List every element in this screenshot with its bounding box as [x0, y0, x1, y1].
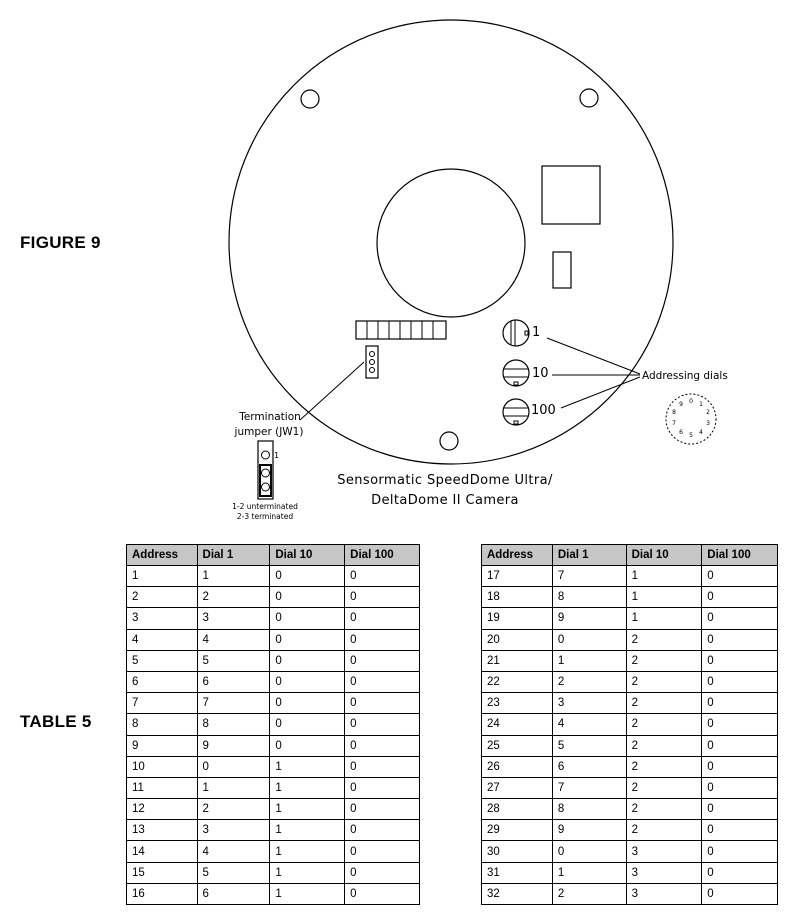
- cell-address: 2: [127, 587, 198, 608]
- cell-dial-100: 0: [702, 799, 778, 820]
- table-row: [482, 777, 778, 798]
- cell-dial-100: 0: [702, 566, 778, 587]
- cell-dial-10: 0: [270, 671, 345, 692]
- cell-dial-1: 3: [552, 693, 626, 714]
- header-address: Address: [127, 545, 198, 566]
- cell-dial-1: 2: [197, 587, 270, 608]
- table-row: [127, 671, 420, 692]
- cell-dial-1: 8: [552, 799, 626, 820]
- cell-dial-10: 1: [270, 862, 345, 883]
- cell-dial-100: 0: [702, 693, 778, 714]
- table-row: [127, 714, 420, 735]
- cell-dial-100: 0: [702, 777, 778, 798]
- svg-text:6: 6: [679, 429, 683, 436]
- address-table-left: [126, 544, 420, 905]
- cell-dial-10: 1: [270, 883, 345, 904]
- cell-dial-10: 0: [270, 735, 345, 756]
- cell-dial-10: 2: [626, 671, 702, 692]
- addressing-dial-detail: [666, 394, 716, 444]
- cell-dial-100: 0: [702, 735, 778, 756]
- cell-address: 29: [482, 820, 553, 841]
- table-row: [127, 650, 420, 671]
- cell-address: 21: [482, 650, 553, 671]
- cell-dial-100: 0: [702, 629, 778, 650]
- table-row: [127, 608, 420, 629]
- cell-dial-100: 0: [345, 883, 420, 904]
- enlarged-jumper: [258, 441, 273, 499]
- cell-address: 15: [127, 862, 198, 883]
- figure-caption-line2: DeltaDome II Camera: [371, 493, 519, 508]
- cell-address: 30: [482, 841, 553, 862]
- table-row: [482, 671, 778, 692]
- cell-dial-10: 2: [626, 820, 702, 841]
- dial-100-label: 100: [531, 403, 556, 418]
- header-dial-10: Dial 10: [626, 545, 702, 566]
- table-row: [482, 883, 778, 904]
- cell-dial-100: 0: [345, 629, 420, 650]
- cell-dial-100: 0: [345, 566, 420, 587]
- cell-dial-1: 7: [552, 566, 626, 587]
- cell-address: 26: [482, 756, 553, 777]
- cell-dial-10: 1: [626, 587, 702, 608]
- cell-dial-100: 0: [345, 735, 420, 756]
- cell-dial-1: 0: [197, 756, 270, 777]
- svg-text:9: 9: [679, 401, 683, 408]
- dial-1: [503, 320, 529, 346]
- table-row: [127, 841, 420, 862]
- header-dial-100: Dial 100: [702, 545, 778, 566]
- cell-dial-1: 6: [197, 883, 270, 904]
- cell-dial-100: 0: [345, 650, 420, 671]
- cell-dial-100: 0: [345, 587, 420, 608]
- table-row: [127, 777, 420, 798]
- header-dial-100: Dial 100: [345, 545, 420, 566]
- cell-dial-1: 6: [197, 671, 270, 692]
- cell-dial-10: 1: [270, 756, 345, 777]
- jumper-note-line2: 2-3 terminated: [236, 512, 294, 521]
- cell-dial-100: 0: [702, 820, 778, 841]
- cell-dial-100: 0: [702, 883, 778, 904]
- cell-address: 4: [127, 629, 198, 650]
- cell-dial-1: 4: [197, 841, 270, 862]
- cell-dial-1: 7: [197, 693, 270, 714]
- cell-dial-10: 0: [270, 714, 345, 735]
- table-row: [482, 799, 778, 820]
- cell-dial-1: 9: [552, 820, 626, 841]
- cell-dial-10: 2: [626, 756, 702, 777]
- cell-dial-1: 2: [552, 883, 626, 904]
- cell-dial-1: 1: [552, 650, 626, 671]
- cell-dial-100: 0: [702, 587, 778, 608]
- cell-dial-100: 0: [702, 714, 778, 735]
- svg-text:4: 4: [699, 429, 703, 436]
- cell-dial-10: 2: [626, 693, 702, 714]
- table-row: [482, 629, 778, 650]
- cell-address: 32: [482, 883, 553, 904]
- connector-block: [356, 321, 446, 339]
- cell-dial-1: 0: [552, 629, 626, 650]
- cell-dial-1: 6: [552, 756, 626, 777]
- cell-dial-100: 0: [345, 862, 420, 883]
- svg-text:5: 5: [689, 432, 693, 439]
- cell-address: 8: [127, 714, 198, 735]
- cell-dial-1: 1: [552, 862, 626, 883]
- table-row: [127, 799, 420, 820]
- cell-dial-10: 2: [626, 777, 702, 798]
- cell-dial-10: 3: [626, 883, 702, 904]
- cell-address: 11: [127, 777, 198, 798]
- figure-label: FIGURE 9: [20, 233, 101, 252]
- cell-dial-10: 2: [626, 629, 702, 650]
- cell-address: 24: [482, 714, 553, 735]
- cell-dial-10: 1: [626, 566, 702, 587]
- cell-address: 6: [127, 671, 198, 692]
- svg-text:2: 2: [706, 409, 710, 416]
- jumper-note-line1: 1-2 unterminated: [232, 502, 298, 511]
- table-row: [127, 883, 420, 904]
- termination-label-line1: Termination: [239, 411, 301, 423]
- cell-dial-1: 2: [552, 671, 626, 692]
- table-row: [127, 566, 420, 587]
- jumper-pin-label: 1: [274, 451, 280, 460]
- cell-dial-1: 9: [197, 735, 270, 756]
- lens-circle: [377, 169, 525, 317]
- svg-text:1: 1: [699, 401, 703, 408]
- cell-dial-1: 3: [197, 820, 270, 841]
- cell-address: 12: [127, 799, 198, 820]
- header-dial-1: Dial 1: [552, 545, 626, 566]
- cell-dial-100: 0: [345, 799, 420, 820]
- table-body-right: [482, 566, 778, 905]
- cell-address: 16: [127, 883, 198, 904]
- cell-dial-1: 5: [197, 862, 270, 883]
- cell-dial-10: 1: [270, 799, 345, 820]
- table-row: [482, 820, 778, 841]
- cell-dial-100: 0: [702, 608, 778, 629]
- table-row: [127, 735, 420, 756]
- cell-address: 13: [127, 820, 198, 841]
- svg-text:7: 7: [672, 420, 676, 427]
- board-jumper: [366, 346, 378, 378]
- termination-label-line2: jumper (JW1): [234, 426, 304, 438]
- table-row: [482, 587, 778, 608]
- cell-dial-1: 4: [197, 629, 270, 650]
- cell-dial-100: 0: [345, 777, 420, 798]
- table-row: [482, 735, 778, 756]
- table-row: [482, 608, 778, 629]
- mounting-hole-bottom: [440, 432, 458, 450]
- cell-address: 25: [482, 735, 553, 756]
- cell-dial-10: 2: [626, 799, 702, 820]
- table-row: [127, 820, 420, 841]
- cell-dial-100: 0: [345, 756, 420, 777]
- cell-dial-10: 0: [270, 566, 345, 587]
- table-header-row: [127, 545, 420, 566]
- cell-dial-10: 1: [270, 820, 345, 841]
- cell-dial-10: 1: [626, 608, 702, 629]
- cell-dial-10: 2: [626, 714, 702, 735]
- square-component: [542, 166, 600, 224]
- cell-dial-10: 1: [270, 841, 345, 862]
- table-row: [127, 587, 420, 608]
- cell-dial-1: 2: [197, 799, 270, 820]
- cell-dial-10: 0: [270, 608, 345, 629]
- table-header-row: [482, 545, 778, 566]
- figure-caption-line1: Sensormatic SpeedDome Ultra/: [337, 473, 553, 488]
- table-row: [482, 693, 778, 714]
- cell-dial-100: 0: [345, 820, 420, 841]
- cell-dial-1: 8: [197, 714, 270, 735]
- table-label: TABLE 5: [20, 712, 92, 731]
- dial-100-leader: [561, 377, 640, 408]
- table-row: [127, 756, 420, 777]
- cell-dial-10: 3: [626, 841, 702, 862]
- cell-address: 20: [482, 629, 553, 650]
- cell-dial-1: 9: [552, 608, 626, 629]
- cell-dial-10: 0: [270, 629, 345, 650]
- dial-1-label: 1: [532, 325, 541, 340]
- cell-dial-1: 1: [197, 777, 270, 798]
- cell-address: 18: [482, 587, 553, 608]
- table-row: [482, 841, 778, 862]
- small-rect-component: [553, 252, 571, 288]
- cell-address: 19: [482, 608, 553, 629]
- cell-dial-1: 4: [552, 714, 626, 735]
- cell-dial-1: 5: [552, 735, 626, 756]
- cell-dial-100: 0: [345, 841, 420, 862]
- cell-address: 22: [482, 671, 553, 692]
- table-row: [482, 650, 778, 671]
- cell-dial-10: 2: [626, 650, 702, 671]
- cell-dial-1: 0: [552, 841, 626, 862]
- cell-address: 31: [482, 862, 553, 883]
- cell-dial-100: 0: [702, 862, 778, 883]
- cell-address: 10: [127, 756, 198, 777]
- table-row: [482, 714, 778, 735]
- cell-address: 5: [127, 650, 198, 671]
- cell-dial-100: 0: [345, 608, 420, 629]
- table-row: [482, 566, 778, 587]
- cell-dial-10: 0: [270, 693, 345, 714]
- cell-dial-100: 0: [702, 650, 778, 671]
- mounting-hole-top-left: [301, 90, 319, 108]
- table-row: [127, 629, 420, 650]
- table-row: [127, 862, 420, 883]
- dome-outline: [229, 20, 673, 464]
- cell-dial-10: 0: [270, 650, 345, 671]
- cell-address: 3: [127, 608, 198, 629]
- cell-dial-100: 0: [345, 693, 420, 714]
- cell-dial-10: 1: [270, 777, 345, 798]
- cell-address: 7: [127, 693, 198, 714]
- cell-dial-10: 3: [626, 862, 702, 883]
- mounting-hole-top-right: [580, 89, 598, 107]
- cell-address: 9: [127, 735, 198, 756]
- svg-text:8: 8: [672, 409, 676, 416]
- svg-text:3: 3: [706, 420, 710, 427]
- cell-dial-1: 7: [552, 777, 626, 798]
- svg-text:0: 0: [689, 398, 693, 405]
- cell-dial-1: 3: [197, 608, 270, 629]
- cell-address: 27: [482, 777, 553, 798]
- address-table-right: [481, 544, 778, 905]
- table-row: [482, 862, 778, 883]
- cell-dial-100: 0: [345, 714, 420, 735]
- dial-10: [503, 360, 529, 386]
- header-address: Address: [482, 545, 553, 566]
- cell-dial-100: 0: [702, 671, 778, 692]
- cell-dial-10: 2: [626, 735, 702, 756]
- cell-address: 1: [127, 566, 198, 587]
- cell-dial-100: 0: [702, 756, 778, 777]
- header-dial-1: Dial 1: [197, 545, 270, 566]
- cell-address: 23: [482, 693, 553, 714]
- addressing-dials-label: Addressing dials: [642, 370, 728, 382]
- cell-dial-1: 8: [552, 587, 626, 608]
- cell-address: 17: [482, 566, 553, 587]
- cell-dial-1: 1: [197, 566, 270, 587]
- table-body-left: [127, 566, 420, 905]
- cell-address: 28: [482, 799, 553, 820]
- cell-address: 14: [127, 841, 198, 862]
- cell-dial-100: 0: [345, 671, 420, 692]
- cell-dial-100: 0: [702, 841, 778, 862]
- dial-100: [503, 399, 529, 425]
- header-dial-10: Dial 10: [270, 545, 345, 566]
- table-row: [482, 756, 778, 777]
- dial-1-leader: [547, 338, 640, 374]
- cell-dial-1: 5: [197, 650, 270, 671]
- dial-10-label: 10: [532, 366, 549, 381]
- table-row: [127, 693, 420, 714]
- cell-dial-10: 0: [270, 587, 345, 608]
